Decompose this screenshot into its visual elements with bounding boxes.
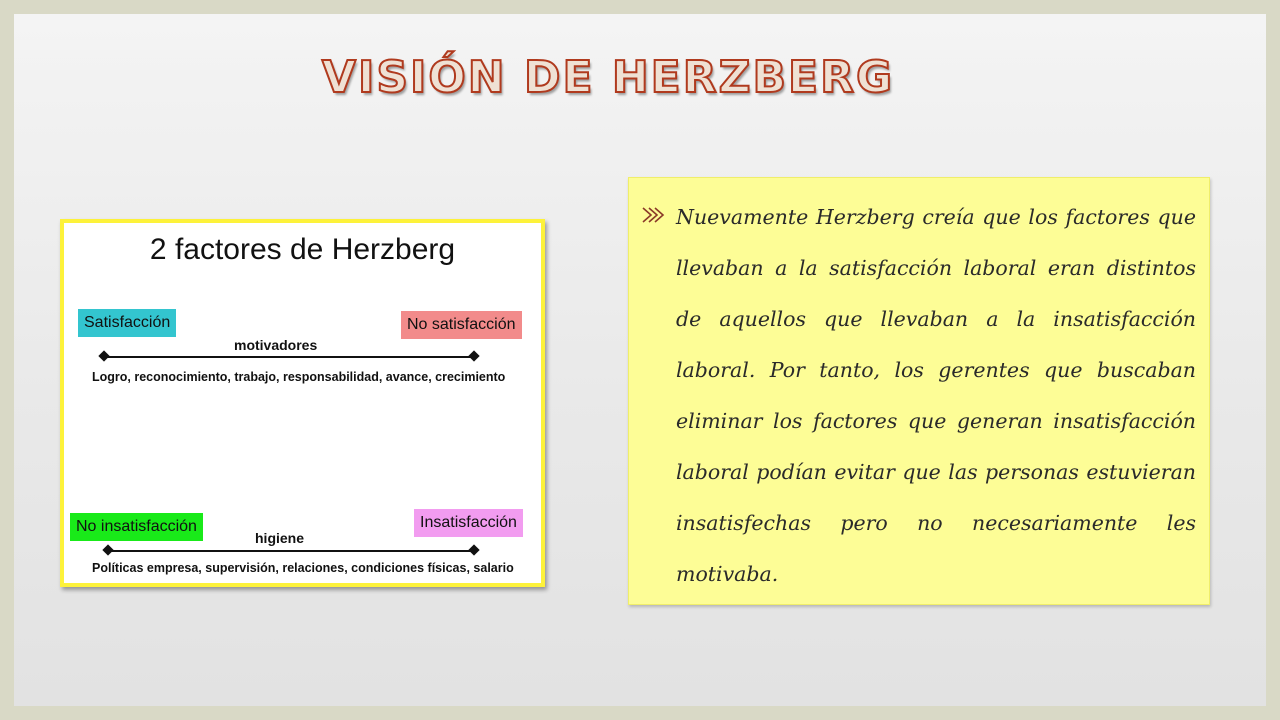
diagram-title: 2 factores de Herzberg xyxy=(149,233,456,266)
herzberg-diagram xyxy=(60,219,545,587)
axis-label-motivadores: motivadores xyxy=(234,337,318,353)
text-box xyxy=(628,177,1210,605)
tag-no-satisfaccion: No satisfacción xyxy=(401,311,522,339)
hygiene-axis-line xyxy=(108,550,474,552)
body-paragraph: Nuevamente Herzberg creía que los factores que llevaban a la satisfacción laboral eran distintos de aquellos que llevaban a la insatisfacción laboral. Por tanto, los gerentes que buscaban eliminar los factores que generan insatisfacción laboral podían evitar que las personas estuvieran insatisfechas pero no necesariamente les motivaba. xyxy=(676,205,1196,586)
motivators-factors: Logro, reconocimiento, trabajo, responsabilidad, avance, crecimiento xyxy=(92,370,506,384)
axis-label-higiene: higiene xyxy=(255,530,305,546)
motivators-axis-line xyxy=(104,356,474,358)
tag-satisfaccion: Satisfacción xyxy=(78,309,176,337)
slide-title: VISIÓN DE HERZBERG xyxy=(321,52,895,103)
tag-insatisfaccion: Insatisfacción xyxy=(414,509,523,537)
bullet-arrow-icon xyxy=(641,204,665,226)
hygiene-factors: Políticas empresa, supervisión, relaciones, condiciones físicas, salario xyxy=(92,561,514,575)
tag-no-insatisfaccion: No insatisfacción xyxy=(70,513,203,541)
